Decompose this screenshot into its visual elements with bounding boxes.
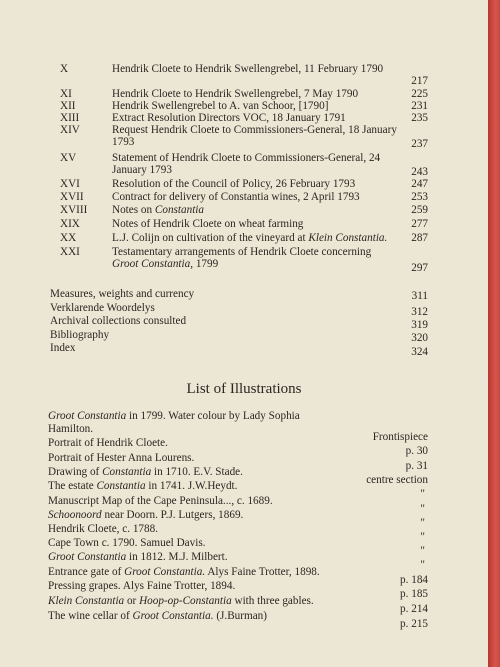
- appendix-num: XVIII: [60, 204, 88, 216]
- appendix-page: 243: [411, 166, 428, 178]
- ditto-mark: ": [420, 517, 425, 529]
- appendix-page: 237: [411, 138, 428, 150]
- appendix-num: XIII: [60, 112, 80, 124]
- illustration-title: Hendrik Cloete, c. 1788.: [48, 523, 158, 535]
- misc-page: 324: [411, 346, 428, 358]
- appendix-title-line2: Groot Constantia, 1799: [112, 258, 219, 270]
- appendix-title: Hendrik Cloete to Hendrik Swellengrebel, 7 May 1790: [112, 88, 359, 100]
- ditto-mark: ": [420, 488, 425, 500]
- appendix-title: Statement of Hendrik Cloete to Commissioners-General, 24 January 1793: [112, 152, 381, 176]
- illustration-title: Schoonoord near Doorn. P.J. Lutgers, 1869.: [48, 509, 244, 521]
- illustration-title: Groot Constantia in 1799. Water colour by Lady Sophia: [48, 410, 300, 422]
- illustration-page: p. 215: [400, 618, 428, 630]
- appendix-title: Extract Resolution Directors VOC, 18 January 1791: [112, 112, 346, 124]
- misc-title: Verklarende Woordelys: [50, 302, 155, 314]
- appendix-num: XIX: [60, 218, 80, 230]
- illustration-title: Portrait of Hester Anna Lourens.: [48, 452, 195, 464]
- illustration-title: Drawing of Constantia in 1710. E.V. Stade.: [48, 466, 243, 478]
- illustration-title: The wine cellar of Groot Constantia. (J.Burman): [48, 610, 267, 622]
- appendix-num: X: [60, 63, 69, 75]
- appendix-num: XIV: [60, 124, 80, 136]
- misc-title: Archival collections consulted: [50, 315, 187, 327]
- illustration-title: Entrance gate of Groot Constantia. Alys Faine Trotter, 1898.: [48, 566, 320, 578]
- appendix-title: Notes of Hendrik Cloete on wheat farming: [112, 218, 304, 230]
- appendix-title: Contract for delivery of Constantia wines, 2 April 1793: [112, 191, 360, 203]
- ditto-mark: ": [420, 531, 425, 543]
- illustration-page: p. 30: [405, 445, 428, 457]
- appendix-page: 277: [411, 218, 428, 230]
- illustration-page: p. 214: [400, 603, 428, 615]
- illustration-page: Frontispiece: [372, 431, 428, 443]
- illustration-title-line2: Hamilton.: [48, 423, 94, 435]
- ditto-mark: ": [420, 545, 425, 557]
- appendix-page: 259: [411, 204, 428, 216]
- illustrations-heading: List of Illustrations: [186, 381, 302, 397]
- illustration-page: p. 31: [405, 460, 428, 472]
- misc-page: 312: [411, 306, 428, 318]
- illustration-title: Klein Constantia or Hoop-op-Constantia with three gables.: [48, 595, 314, 607]
- misc-title: Index: [50, 342, 76, 354]
- appendix-title: Request Hendrik Cloete to Commissioners-General, 18 January 1793: [112, 124, 397, 148]
- appendix-title: Testamentary arrangements of Hendrik Cloete concerning: [112, 246, 372, 258]
- misc-title: Measures, weights and currency: [50, 288, 195, 300]
- appendix-num: XI: [60, 88, 72, 100]
- book-cover-edge: [488, 0, 500, 667]
- illustration-title: Manuscript Map of the Cape Peninsula..., c. 1689.: [48, 495, 273, 507]
- illustration-title: Portrait of Hendrik Cloete.: [48, 437, 168, 449]
- ditto-mark: ": [420, 559, 425, 571]
- misc-title: Bibliography: [50, 329, 110, 341]
- appendix-num: XV: [60, 152, 77, 164]
- appendix-num: XII: [60, 100, 76, 112]
- appendix-page: 253: [411, 191, 428, 203]
- illustration-title: Pressing grapes. Alys Faine Trotter, 1894.: [48, 580, 236, 592]
- appendix-num: XVI: [60, 178, 80, 190]
- appendix-page: 217: [411, 75, 428, 87]
- appendix-page: 287: [411, 232, 428, 244]
- misc-page: 319: [411, 319, 428, 331]
- appendix-page: 225: [411, 88, 428, 100]
- illustration-title: Cape Town c. 1790. Samuel Davis.: [48, 537, 206, 549]
- appendix-title: Hendrik Swellengrebel to A. van Schoor, [1790]: [112, 100, 329, 112]
- illustration-title: Groot Constantia in 1812. M.J. Milbert.: [48, 551, 228, 563]
- illustration-page: p. 185: [400, 588, 428, 600]
- appendix-title: Resolution of the Council of Policy, 26 February 1793: [112, 178, 356, 190]
- appendix-title: Notes on Constantia: [112, 204, 204, 216]
- appendix-num: XVII: [60, 191, 84, 203]
- misc-page: 311: [411, 290, 428, 302]
- appendix-title: L.J. Colijn on cultivation of the vineyard at Klein Constantia.: [112, 232, 388, 244]
- appendix-page: 231: [411, 100, 428, 112]
- appendix-page: 247: [411, 178, 428, 190]
- illustration-page: centre section: [366, 474, 428, 486]
- illustration-page: p. 184: [400, 574, 428, 586]
- appendix-title: Hendrik Cloete to Hendrik Swellengrebel, 11 February 1790: [112, 63, 384, 75]
- ditto-mark: ": [420, 503, 425, 515]
- appendix-num: XX: [60, 232, 77, 244]
- appendix-page: 297: [411, 262, 428, 274]
- appendix-page: 235: [411, 112, 428, 124]
- appendix-num: XXI: [60, 246, 80, 258]
- misc-page: 320: [411, 332, 428, 344]
- illustration-title: The estate Constantia in 1741. J.W.Heydt.: [48, 480, 238, 492]
